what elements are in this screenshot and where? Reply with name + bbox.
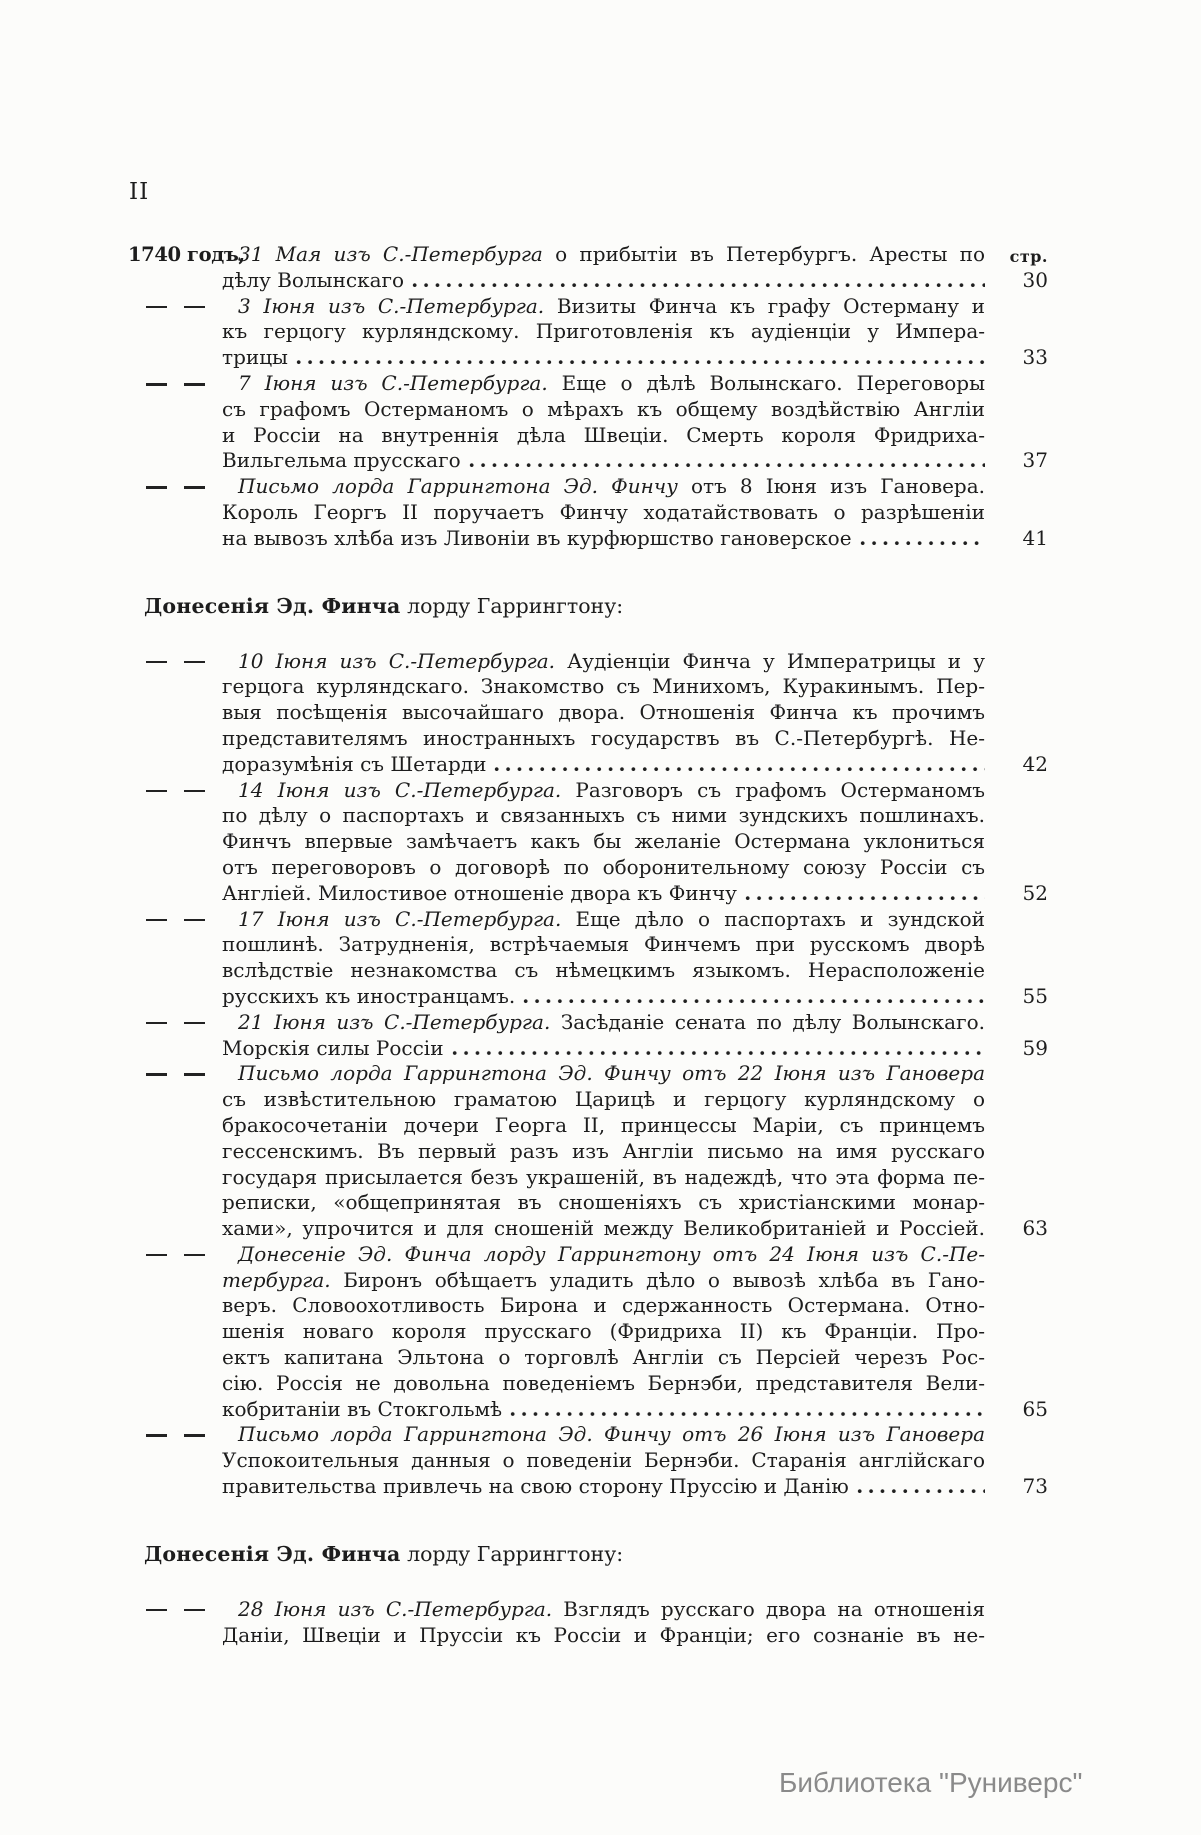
entry-lines bbox=[222, 1061, 1048, 1242]
toc-line bbox=[222, 1422, 985, 1448]
toc-line bbox=[222, 423, 985, 449]
text-run: 14 Іюня изъ С.-Петербурга. bbox=[238, 777, 562, 802]
toc-line bbox=[222, 474, 985, 500]
line-text bbox=[222, 1397, 502, 1423]
ditto-marks bbox=[128, 1061, 222, 1242]
page-number: 52 bbox=[1022, 880, 1048, 905]
toc-line bbox=[222, 1396, 1048, 1423]
ditto-dash-icon bbox=[184, 486, 205, 489]
text-run: лорду Гаррингтону: bbox=[400, 1541, 624, 1566]
toc-line bbox=[222, 855, 985, 881]
toc-line bbox=[222, 1345, 985, 1371]
toc-line bbox=[222, 319, 985, 345]
ditto-dash-icon bbox=[146, 1434, 167, 1437]
ditto-dash-icon bbox=[184, 790, 205, 793]
page-number: 30 bbox=[1022, 267, 1048, 292]
toc-line bbox=[222, 1113, 985, 1139]
text-run: отъ 8 Іюня изъ Гановера. bbox=[677, 474, 985, 499]
ditto-marks bbox=[128, 371, 222, 474]
year-label bbox=[128, 242, 245, 294]
toc-line bbox=[222, 1139, 985, 1165]
ditto-dash-icon bbox=[184, 919, 205, 922]
dot-leader bbox=[520, 984, 985, 1010]
entry-lines bbox=[222, 648, 1048, 778]
toc-line bbox=[222, 778, 985, 804]
entry-lines bbox=[222, 370, 1048, 474]
text-run: вслѣдствіе незнакомства съ нѣмецкимъ языкомъ. Нерасположеніе bbox=[222, 958, 985, 983]
text-run: Донесенія Эд. Финча bbox=[144, 593, 401, 618]
text-run: на вывозъ хлѣба изъ Ливоніи въ курфюршство гановерское bbox=[222, 525, 852, 550]
ditto-dash-icon bbox=[184, 1073, 205, 1076]
text-run: герцога курляндскаго. Знакомство съ Минихомъ, Куракинымъ. Пер- bbox=[222, 674, 985, 699]
dot-leader bbox=[491, 752, 985, 778]
text-run: 7 Іюня изъ С.-Петербурга. bbox=[238, 370, 548, 395]
ditto-dash-icon bbox=[146, 1609, 167, 1612]
ditto-dash-icon bbox=[146, 486, 167, 489]
toc-line bbox=[222, 448, 1048, 474]
page-number: 42 bbox=[1022, 751, 1048, 776]
toc-line bbox=[222, 1216, 1048, 1242]
ditto-marks bbox=[128, 1422, 222, 1499]
toc-entry bbox=[128, 1422, 1048, 1499]
toc-line bbox=[222, 1597, 985, 1623]
ditto-dash-icon bbox=[184, 1609, 205, 1612]
entry-lines bbox=[222, 1009, 1048, 1062]
ditto-marks bbox=[128, 474, 222, 551]
toc-line bbox=[222, 371, 985, 397]
ditto-dash-icon bbox=[184, 1022, 205, 1025]
toc-entry bbox=[128, 648, 1048, 778]
line-text bbox=[222, 881, 737, 907]
toc-line bbox=[222, 1293, 985, 1319]
toc-line bbox=[222, 983, 1048, 1010]
toc-line bbox=[222, 242, 985, 268]
page-number: 55 bbox=[1022, 983, 1048, 1008]
ditto-dash-icon bbox=[184, 1434, 205, 1437]
toc-line bbox=[222, 1010, 985, 1036]
entry-lines bbox=[222, 906, 1048, 1010]
dot-leader bbox=[449, 1036, 985, 1062]
line-text bbox=[222, 526, 852, 552]
ditto-dash-icon bbox=[146, 306, 167, 309]
text-run: Аудіенціи Финча у Императрицы и у bbox=[555, 648, 985, 673]
text-run: по дѣлу о паспортахъ и связанныхъ съ ними зундскихъ пошлинахъ. bbox=[222, 803, 985, 828]
text-run: Еще о дѣлѣ Волынскаго. Переговоры bbox=[547, 370, 985, 395]
text-run: къ герцогу курляндскому. Приготовленія къ аудіенціи у Импера- bbox=[222, 319, 985, 344]
ditto-dash-icon bbox=[184, 661, 205, 664]
text-run: Биронъ обѣщаетъ уладить дѣло о вывозѣ хлѣба въ Гано- bbox=[330, 1267, 985, 1292]
page-number: 65 bbox=[1022, 1396, 1048, 1421]
text-run: отъ переговоровъ о договорѣ по оборонительному союзу Россіи съ bbox=[222, 854, 985, 879]
text-run: ектъ капитана Эльтона о торговлѣ Англіи съ Персіей черезъ Рос- bbox=[222, 1345, 985, 1370]
toc-entry bbox=[128, 1241, 1048, 1423]
text-run: Успокоительныя данныя о поведеніи Бернэби. Старанія англійскаго bbox=[222, 1448, 985, 1473]
ditto-marks bbox=[128, 778, 222, 907]
page-number: 33 bbox=[1022, 345, 1048, 370]
page-number: 41 bbox=[1022, 525, 1048, 550]
text-run: Засѣданіе сената по дѣлу Волынскаго. bbox=[550, 1009, 985, 1034]
text-run: 17 Іюня изъ С.-Петербурга. bbox=[238, 906, 562, 931]
ditto-dash-icon bbox=[146, 1022, 167, 1025]
toc-line bbox=[222, 803, 985, 829]
ditto-marks bbox=[128, 1242, 222, 1423]
text-run: Письмо лорда Гаррингтона Эд. Финчу отъ 26 Іюня изъ Гановера bbox=[238, 1422, 985, 1447]
text-run: съ графомъ Остерманомъ о мѣрахъ къ общему воздѣйствію Англіи bbox=[222, 396, 985, 421]
text-run: и Россіи на внутреннія дѣла Швеціи. Смерть короля Фридриха- bbox=[222, 422, 985, 447]
dot-leader bbox=[409, 268, 985, 294]
page-number: 37 bbox=[1022, 448, 1048, 473]
toc-entry bbox=[128, 906, 1048, 1010]
line-text bbox=[222, 984, 515, 1010]
text-run: Англіей. Милостивое отношеніе двора къ Финчу bbox=[222, 880, 737, 905]
dot-leader bbox=[293, 345, 985, 371]
toc-line bbox=[222, 345, 1048, 371]
toc-line bbox=[222, 500, 985, 526]
text-run: выя посѣщенія высочайшаго двора. Отношенія Финча къ прочимъ bbox=[222, 700, 985, 725]
toc-line bbox=[222, 294, 985, 320]
text-run: 28 Іюня изъ С.-Петербурга. bbox=[238, 1596, 553, 1621]
text-run: съ извѣстительною граматою Царицѣ и герцогу курляндскому о bbox=[222, 1087, 985, 1112]
toc-line bbox=[222, 1242, 985, 1268]
toc-line bbox=[222, 1623, 985, 1649]
text-run: Разговоръ съ графомъ Остерманомъ bbox=[561, 777, 985, 802]
text-run: государя присылается безъ украшеній, въ надеждѣ, что эта форма пе- bbox=[222, 1164, 985, 1189]
text-run: дѣлу Волынскаго bbox=[222, 267, 405, 292]
toc-line bbox=[222, 880, 1048, 907]
entry-lines bbox=[222, 777, 1048, 907]
entry-lines bbox=[222, 1241, 1048, 1423]
ditto-dash-icon bbox=[146, 661, 167, 664]
text-run: трицы bbox=[222, 345, 288, 370]
toc-entry bbox=[128, 293, 1048, 371]
toc-line bbox=[222, 1319, 985, 1345]
ditto-marks bbox=[128, 1597, 222, 1649]
text-run: реписки, «общепринятая въ сношеніяхъ съ христіанскими монар- bbox=[222, 1190, 985, 1215]
line-text bbox=[222, 752, 486, 778]
ditto-marks bbox=[128, 1010, 222, 1062]
dot-leader bbox=[466, 448, 985, 474]
library-watermark: Библиотека "Руниверс" bbox=[779, 1767, 1083, 1798]
toc-line bbox=[222, 1165, 985, 1191]
text-run: сію. Россія не довольна поведеніемъ Бернэби, представителя Вели- bbox=[222, 1370, 985, 1395]
text-run: правительства привлечь на свою сторону Пруссію и Данію bbox=[222, 1474, 849, 1499]
text-run: Финчъ впервые замѣчаетъ какъ бы желаніе Остермана уклониться bbox=[222, 829, 985, 854]
text-run: тербурга. bbox=[222, 1267, 331, 1292]
toc-line bbox=[222, 649, 985, 675]
toc-line bbox=[222, 1061, 985, 1087]
toc-line bbox=[222, 700, 985, 726]
section-heading bbox=[128, 1541, 985, 1567]
text-run: Даніи, Швеціи и Пруссіи къ Россіи и Франціи; его сознаніе въ не- bbox=[222, 1622, 985, 1647]
toc-line bbox=[222, 1371, 985, 1397]
text-run: Письмо лорда Гаррингтона Эд. Финчу отъ 22 Іюня изъ Гановера bbox=[238, 1061, 985, 1086]
entry-lines bbox=[222, 1597, 985, 1649]
entry-lines bbox=[222, 474, 1048, 551]
text-run: Взглядъ русскаго двора на отношенія bbox=[552, 1596, 985, 1621]
text-run: Письмо лорда Гаррингтона Эд. Финчу bbox=[238, 474, 678, 499]
entry-lines bbox=[222, 293, 1048, 371]
text-run: гессенскимъ. Въ первый разъ изъ Англіи письмо на имя русскаго bbox=[222, 1138, 985, 1163]
page-number: 73 bbox=[1022, 1474, 1048, 1499]
text-run: Король Георгъ II поручаетъ Финчу ходатайствовать о разрѣшеніи bbox=[222, 499, 985, 524]
ditto-dash-icon bbox=[146, 1073, 167, 1076]
dot-leader bbox=[742, 881, 985, 907]
toc-list bbox=[128, 242, 1048, 1648]
dot-leader bbox=[854, 1474, 985, 1500]
text-run: представителямъ иностранныхъ государствъ въ С.-Петербургѣ. Не- bbox=[222, 725, 985, 750]
toc-line bbox=[222, 1268, 985, 1294]
toc-line bbox=[222, 907, 985, 933]
toc-entry bbox=[128, 1009, 1048, 1062]
toc-entry bbox=[128, 474, 1048, 551]
text-run: 21 Іюня изъ С.-Петербурга. bbox=[238, 1009, 551, 1034]
text-run: шенія новаго короля прусскаго (Фридриха II) къ Франціи. Про- bbox=[222, 1319, 985, 1344]
toc-line bbox=[222, 1087, 985, 1113]
ditto-dash-icon bbox=[146, 919, 167, 922]
toc-line bbox=[222, 726, 985, 752]
text-run: лорду Гаррингтону: bbox=[400, 593, 624, 618]
ditto-dash-icon bbox=[184, 1254, 205, 1257]
text-run: бракосочетаніи дочери Георга II, принцессы Маріи, съ принцемъ bbox=[222, 1112, 985, 1137]
entry-lines bbox=[222, 1422, 1048, 1499]
line-text bbox=[222, 345, 288, 371]
text-run: Визиты Финча къ графу Остерману и bbox=[544, 293, 985, 318]
text-run: русскихъ къ иностранцамъ. bbox=[222, 983, 516, 1008]
text-run: 3 Іюня изъ С.-Петербурга. bbox=[238, 293, 545, 318]
ditto-marks bbox=[128, 294, 222, 371]
toc-line bbox=[222, 397, 985, 423]
text-run: Вильгельма прусскаго bbox=[222, 448, 461, 473]
page-number: 59 bbox=[1022, 1035, 1048, 1060]
page-column-header: стр. bbox=[1009, 247, 1048, 266]
text-run: Донесеніе Эд. Финча лорду Гаррингтону отъ 24 Іюня изъ С.-Пе- bbox=[238, 1241, 985, 1266]
toc-line bbox=[222, 958, 985, 984]
toc-entry bbox=[128, 1061, 1048, 1242]
table-of-contents bbox=[128, 242, 1048, 1648]
text-run: веръ. Словоохотливость Бирона и сдержанность Остермана. Отно- bbox=[222, 1293, 985, 1318]
ditto-marks bbox=[128, 649, 222, 778]
text-run: пошлинѣ. Затрудненія, встрѣчаемыя Финчемъ при русскомъ дворѣ bbox=[222, 932, 985, 957]
toc-line bbox=[222, 1448, 985, 1474]
dot-leader bbox=[507, 1397, 985, 1423]
ditto-dash-icon bbox=[184, 383, 205, 386]
ditto-dash-icon bbox=[146, 1254, 167, 1257]
dot-leader bbox=[857, 526, 985, 552]
ditto-dash-icon bbox=[146, 383, 167, 386]
text-run: Морскія силы Россіи bbox=[222, 1035, 444, 1060]
toc-line bbox=[222, 1190, 985, 1216]
toc-line bbox=[222, 829, 985, 855]
toc-line bbox=[222, 267, 1048, 294]
text-run: хами», упрочится и для сношеній между Великобританіей и Россіей. bbox=[222, 1216, 985, 1241]
text-run: Донесенія Эд. Финча bbox=[144, 1541, 401, 1566]
page-number: 63 bbox=[1022, 1216, 1048, 1241]
line-text bbox=[222, 448, 461, 474]
toc-line bbox=[222, 1035, 1048, 1062]
toc-line bbox=[222, 1474, 1048, 1500]
ditto-marks bbox=[128, 907, 222, 1010]
line-text bbox=[222, 1036, 444, 1062]
toc-line bbox=[222, 525, 1048, 552]
text-run: кобританіи въ Стокгольмѣ bbox=[222, 1396, 503, 1421]
text-run: 31 Мая изъ С.-Петербурга bbox=[238, 242, 543, 266]
ditto-dash-icon bbox=[184, 306, 205, 309]
section-heading bbox=[128, 593, 985, 619]
text-run: 10 Іюня изъ С.-Петербурга. bbox=[238, 648, 556, 673]
toc-entry bbox=[128, 777, 1048, 907]
line-text bbox=[222, 1474, 849, 1500]
line-text bbox=[222, 268, 404, 294]
year-label-text: 1740 годъ, bbox=[128, 243, 245, 266]
toc-line bbox=[222, 932, 985, 958]
toc-line bbox=[222, 751, 1048, 778]
folio-number: II bbox=[129, 179, 150, 205]
toc-line bbox=[222, 674, 985, 700]
text-run: доразумѣнія съ Шетарди bbox=[222, 751, 487, 776]
text-run: о прибытіи въ Петербургъ. Аресты по bbox=[542, 242, 985, 266]
ditto-dash-icon bbox=[146, 790, 167, 793]
text-run: Еще дѣло о паспортахъ и зундской bbox=[561, 906, 985, 931]
toc-entry bbox=[128, 1597, 985, 1649]
toc-entry bbox=[128, 370, 1048, 474]
